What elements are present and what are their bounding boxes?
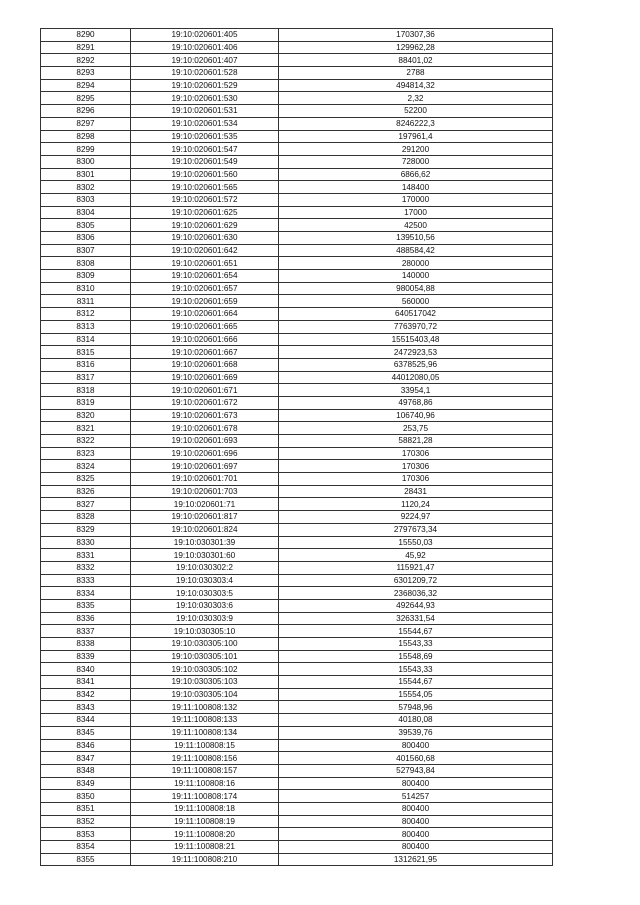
cadastral-number-cell: 19:11:100808:157 bbox=[131, 764, 279, 777]
row-number-cell: 8298 bbox=[41, 130, 131, 143]
row-number-cell: 8293 bbox=[41, 67, 131, 80]
table-row bbox=[41, 206, 553, 219]
table-row bbox=[41, 828, 553, 841]
value-cell: 800400 bbox=[279, 777, 553, 790]
row-number-cell: 8319 bbox=[41, 396, 131, 409]
value-cell: 58821,28 bbox=[279, 435, 553, 448]
table-row bbox=[41, 574, 553, 587]
table-row bbox=[41, 625, 553, 638]
value-cell: 15550,03 bbox=[279, 536, 553, 549]
value-cell: 488584,42 bbox=[279, 244, 553, 257]
row-number-cell: 8353 bbox=[41, 828, 131, 841]
table-row bbox=[41, 219, 553, 232]
table-row bbox=[41, 638, 553, 651]
value-cell: 800400 bbox=[279, 815, 553, 828]
table-row bbox=[41, 435, 553, 448]
table-row bbox=[41, 561, 553, 574]
cadastral-number-cell: 19:10:030305:100 bbox=[131, 638, 279, 651]
value-cell: 148400 bbox=[279, 181, 553, 194]
row-number-cell: 8325 bbox=[41, 473, 131, 486]
row-number-cell: 8312 bbox=[41, 308, 131, 321]
value-cell: 2368036,32 bbox=[279, 587, 553, 600]
row-number-cell: 8329 bbox=[41, 523, 131, 536]
value-cell: 40180,08 bbox=[279, 714, 553, 727]
cadastral-number-cell: 19:10:030301:60 bbox=[131, 549, 279, 562]
table-row bbox=[41, 599, 553, 612]
value-cell: 728000 bbox=[279, 155, 553, 168]
cadastral-number-cell: 19:10:030305:101 bbox=[131, 650, 279, 663]
row-number-cell: 8308 bbox=[41, 257, 131, 270]
row-number-cell: 8344 bbox=[41, 714, 131, 727]
row-number-cell: 8355 bbox=[41, 853, 131, 866]
cadastral-number-cell: 19:10:020601:560 bbox=[131, 168, 279, 181]
table-row bbox=[41, 777, 553, 790]
value-cell: 15543,33 bbox=[279, 663, 553, 676]
cadastral-number-cell: 19:10:020601:625 bbox=[131, 206, 279, 219]
table-row bbox=[41, 358, 553, 371]
cadastral-number-cell: 19:10:020601:667 bbox=[131, 346, 279, 359]
row-number-cell: 8311 bbox=[41, 295, 131, 308]
cadastral-number-cell: 19:10:020601:572 bbox=[131, 193, 279, 206]
table-row bbox=[41, 473, 553, 486]
cadastral-number-cell: 19:11:100808:21 bbox=[131, 841, 279, 854]
cadastral-number-cell: 19:10:020601:71 bbox=[131, 498, 279, 511]
table-row bbox=[41, 511, 553, 524]
value-cell: 129962,28 bbox=[279, 41, 553, 54]
cadastral-number-cell: 19:10:020601:671 bbox=[131, 384, 279, 397]
cadastral-number-cell: 19:10:020601:406 bbox=[131, 41, 279, 54]
value-cell: 8246222,3 bbox=[279, 117, 553, 130]
value-cell: 170306 bbox=[279, 447, 553, 460]
table-row bbox=[41, 67, 553, 80]
cadastral-number-cell: 19:11:100808:156 bbox=[131, 752, 279, 765]
row-number-cell: 8310 bbox=[41, 282, 131, 295]
value-cell: 39539,76 bbox=[279, 726, 553, 739]
value-cell: 6866,62 bbox=[279, 168, 553, 181]
row-number-cell: 8333 bbox=[41, 574, 131, 587]
row-number-cell: 8305 bbox=[41, 219, 131, 232]
table-row bbox=[41, 371, 553, 384]
table-row bbox=[41, 384, 553, 397]
value-cell: 170000 bbox=[279, 193, 553, 206]
cadastral-number-cell: 19:10:020601:697 bbox=[131, 460, 279, 473]
row-number-cell: 8294 bbox=[41, 79, 131, 92]
cadastral-number-cell: 19:10:030303:5 bbox=[131, 587, 279, 600]
cadastral-number-cell: 19:11:100808:133 bbox=[131, 714, 279, 727]
cadastral-number-cell: 19:10:030305:10 bbox=[131, 625, 279, 638]
table-row bbox=[41, 143, 553, 156]
value-cell: 2788 bbox=[279, 67, 553, 80]
table-row bbox=[41, 155, 553, 168]
table-row bbox=[41, 701, 553, 714]
table-body bbox=[41, 29, 553, 866]
row-number-cell: 8301 bbox=[41, 168, 131, 181]
table-row bbox=[41, 815, 553, 828]
row-number-cell: 8328 bbox=[41, 511, 131, 524]
cadastral-number-cell: 19:10:020601:657 bbox=[131, 282, 279, 295]
row-number-cell: 8340 bbox=[41, 663, 131, 676]
cadastral-number-cell: 19:10:020601:669 bbox=[131, 371, 279, 384]
table-row bbox=[41, 650, 553, 663]
table-row bbox=[41, 396, 553, 409]
cadastral-number-cell: 19:10:030305:104 bbox=[131, 688, 279, 701]
row-number-cell: 8349 bbox=[41, 777, 131, 790]
value-cell: 6378525,96 bbox=[279, 358, 553, 371]
table-row bbox=[41, 726, 553, 739]
cadastral-number-cell: 19:10:030303:6 bbox=[131, 599, 279, 612]
cadastral-number-cell: 19:11:100808:19 bbox=[131, 815, 279, 828]
value-cell: 980054,88 bbox=[279, 282, 553, 295]
table-row bbox=[41, 308, 553, 321]
cadastral-number-cell: 19:11:100808:18 bbox=[131, 802, 279, 815]
cadastral-number-cell: 19:11:100808:134 bbox=[131, 726, 279, 739]
value-cell: 15515403,48 bbox=[279, 333, 553, 346]
cadastral-number-cell: 19:10:030302:2 bbox=[131, 561, 279, 574]
table-row bbox=[41, 676, 553, 689]
value-cell: 560000 bbox=[279, 295, 553, 308]
table-row bbox=[41, 714, 553, 727]
table-row bbox=[41, 790, 553, 803]
cadastral-number-cell: 19:10:020601:407 bbox=[131, 54, 279, 67]
value-cell: 52200 bbox=[279, 105, 553, 118]
cadastral-number-cell: 19:10:020601:654 bbox=[131, 270, 279, 283]
row-number-cell: 8296 bbox=[41, 105, 131, 118]
row-number-cell: 8343 bbox=[41, 701, 131, 714]
cadastral-number-cell: 19:10:030303:4 bbox=[131, 574, 279, 587]
cadastral-number-cell: 19:10:020601:665 bbox=[131, 320, 279, 333]
value-cell: 800400 bbox=[279, 802, 553, 815]
cadastral-number-cell: 19:10:020601:666 bbox=[131, 333, 279, 346]
row-number-cell: 8338 bbox=[41, 638, 131, 651]
cadastral-number-cell: 19:10:020601:703 bbox=[131, 485, 279, 498]
value-cell: 15554,05 bbox=[279, 688, 553, 701]
table-row bbox=[41, 346, 553, 359]
row-number-cell: 8327 bbox=[41, 498, 131, 511]
row-number-cell: 8342 bbox=[41, 688, 131, 701]
cadastral-number-cell: 19:10:020601:405 bbox=[131, 29, 279, 42]
cadastral-number-cell: 19:11:100808:15 bbox=[131, 739, 279, 752]
row-number-cell: 8346 bbox=[41, 739, 131, 752]
row-number-cell: 8331 bbox=[41, 549, 131, 562]
value-cell: 2797673,34 bbox=[279, 523, 553, 536]
table-row bbox=[41, 764, 553, 777]
cadastral-number-cell: 19:10:020601:696 bbox=[131, 447, 279, 460]
row-number-cell: 8290 bbox=[41, 29, 131, 42]
cadastral-number-cell: 19:10:020601:672 bbox=[131, 396, 279, 409]
cadastral-number-cell: 19:10:020601:531 bbox=[131, 105, 279, 118]
row-number-cell: 8341 bbox=[41, 676, 131, 689]
row-number-cell: 8350 bbox=[41, 790, 131, 803]
table-row bbox=[41, 232, 553, 245]
row-number-cell: 8307 bbox=[41, 244, 131, 257]
cadastral-number-cell: 19:10:020601:534 bbox=[131, 117, 279, 130]
table-row bbox=[41, 29, 553, 42]
value-cell: 15544,67 bbox=[279, 676, 553, 689]
table-row bbox=[41, 447, 553, 460]
value-cell: 401560,68 bbox=[279, 752, 553, 765]
table-row bbox=[41, 41, 553, 54]
row-number-cell: 8292 bbox=[41, 54, 131, 67]
value-cell: 170306 bbox=[279, 473, 553, 486]
value-cell: 140000 bbox=[279, 270, 553, 283]
table-row bbox=[41, 130, 553, 143]
table-row bbox=[41, 333, 553, 346]
value-cell: 7763970,72 bbox=[279, 320, 553, 333]
cadastral-number-cell: 19:11:100808:20 bbox=[131, 828, 279, 841]
value-cell: 1312621,95 bbox=[279, 853, 553, 866]
row-number-cell: 8351 bbox=[41, 802, 131, 815]
value-cell: 280000 bbox=[279, 257, 553, 270]
value-cell: 326331,54 bbox=[279, 612, 553, 625]
table-row bbox=[41, 117, 553, 130]
table-row bbox=[41, 244, 553, 257]
cadastral-number-cell: 19:10:020601:565 bbox=[131, 181, 279, 194]
row-number-cell: 8320 bbox=[41, 409, 131, 422]
value-cell: 170306 bbox=[279, 460, 553, 473]
table-row bbox=[41, 663, 553, 676]
value-cell: 527943,84 bbox=[279, 764, 553, 777]
cadastral-number-cell: 19:10:020601:824 bbox=[131, 523, 279, 536]
table-row bbox=[41, 295, 553, 308]
row-number-cell: 8317 bbox=[41, 371, 131, 384]
row-number-cell: 8326 bbox=[41, 485, 131, 498]
value-cell: 49768,86 bbox=[279, 396, 553, 409]
row-number-cell: 8306 bbox=[41, 232, 131, 245]
cadastral-number-cell: 19:10:020601:651 bbox=[131, 257, 279, 270]
row-number-cell: 8300 bbox=[41, 155, 131, 168]
value-cell: 492644,93 bbox=[279, 599, 553, 612]
value-cell: 1120,24 bbox=[279, 498, 553, 511]
value-cell: 42500 bbox=[279, 219, 553, 232]
row-number-cell: 8321 bbox=[41, 422, 131, 435]
table-row bbox=[41, 193, 553, 206]
cadastral-number-cell: 19:10:020601:678 bbox=[131, 422, 279, 435]
row-number-cell: 8302 bbox=[41, 181, 131, 194]
table-row bbox=[41, 688, 553, 701]
value-cell: 170307,36 bbox=[279, 29, 553, 42]
cadastral-number-cell: 19:10:020601:642 bbox=[131, 244, 279, 257]
cadastral-number-cell: 19:10:030301:39 bbox=[131, 536, 279, 549]
cadastral-number-cell: 19:10:020601:629 bbox=[131, 219, 279, 232]
value-cell: 115921,47 bbox=[279, 561, 553, 574]
cadastral-number-cell: 19:10:020601:668 bbox=[131, 358, 279, 371]
cadastral-number-cell: 19:10:020601:529 bbox=[131, 79, 279, 92]
cadastral-number-cell: 19:10:020601:535 bbox=[131, 130, 279, 143]
value-cell: 800400 bbox=[279, 841, 553, 854]
value-cell: 253,75 bbox=[279, 422, 553, 435]
table-row bbox=[41, 739, 553, 752]
value-cell: 45,92 bbox=[279, 549, 553, 562]
table-row bbox=[41, 409, 553, 422]
value-cell: 139510,56 bbox=[279, 232, 553, 245]
value-cell: 800400 bbox=[279, 739, 553, 752]
table-row bbox=[41, 54, 553, 67]
value-cell: 6301209,72 bbox=[279, 574, 553, 587]
table-row bbox=[41, 92, 553, 105]
cadastral-number-cell: 19:10:020601:530 bbox=[131, 92, 279, 105]
row-number-cell: 8314 bbox=[41, 333, 131, 346]
table-row bbox=[41, 841, 553, 854]
table-row bbox=[41, 802, 553, 815]
cadastral-number-cell: 19:10:020601:673 bbox=[131, 409, 279, 422]
table-row bbox=[41, 257, 553, 270]
table-row bbox=[41, 612, 553, 625]
value-cell: 291200 bbox=[279, 143, 553, 156]
row-number-cell: 8297 bbox=[41, 117, 131, 130]
table-row bbox=[41, 320, 553, 333]
table-row bbox=[41, 587, 553, 600]
cadastral-number-cell: 19:10:020601:664 bbox=[131, 308, 279, 321]
cadastral-number-cell: 19:10:030305:103 bbox=[131, 676, 279, 689]
value-cell: 800400 bbox=[279, 828, 553, 841]
table-row bbox=[41, 485, 553, 498]
cadastral-number-cell: 19:10:020601:693 bbox=[131, 435, 279, 448]
value-cell: 514257 bbox=[279, 790, 553, 803]
cadastral-number-cell: 19:10:020601:817 bbox=[131, 511, 279, 524]
value-cell: 57948,96 bbox=[279, 701, 553, 714]
row-number-cell: 8337 bbox=[41, 625, 131, 638]
row-number-cell: 8354 bbox=[41, 841, 131, 854]
value-cell: 15543,33 bbox=[279, 638, 553, 651]
row-number-cell: 8303 bbox=[41, 193, 131, 206]
row-number-cell: 8352 bbox=[41, 815, 131, 828]
table-row bbox=[41, 853, 553, 866]
cadastral-number-cell: 19:10:030305:102 bbox=[131, 663, 279, 676]
row-number-cell: 8347 bbox=[41, 752, 131, 765]
cadastral-number-cell: 19:11:100808:132 bbox=[131, 701, 279, 714]
row-number-cell: 8299 bbox=[41, 143, 131, 156]
cadastral-number-cell: 19:10:030303:9 bbox=[131, 612, 279, 625]
document-page bbox=[40, 28, 552, 866]
table-row bbox=[41, 460, 553, 473]
table-row bbox=[41, 536, 553, 549]
row-number-cell: 8348 bbox=[41, 764, 131, 777]
table-row bbox=[41, 181, 553, 194]
row-number-cell: 8315 bbox=[41, 346, 131, 359]
value-cell: 88401,02 bbox=[279, 54, 553, 67]
value-cell: 15548,69 bbox=[279, 650, 553, 663]
table-row bbox=[41, 282, 553, 295]
cadastral-number-cell: 19:10:020601:528 bbox=[131, 67, 279, 80]
row-number-cell: 8323 bbox=[41, 447, 131, 460]
row-number-cell: 8324 bbox=[41, 460, 131, 473]
row-number-cell: 8330 bbox=[41, 536, 131, 549]
value-cell: 2,32 bbox=[279, 92, 553, 105]
table-row bbox=[41, 549, 553, 562]
cadastral-number-cell: 19:10:020601:701 bbox=[131, 473, 279, 486]
row-number-cell: 8313 bbox=[41, 320, 131, 333]
table-row bbox=[41, 752, 553, 765]
value-cell: 197961,4 bbox=[279, 130, 553, 143]
value-cell: 494814,32 bbox=[279, 79, 553, 92]
table-row bbox=[41, 79, 553, 92]
row-number-cell: 8322 bbox=[41, 435, 131, 448]
row-number-cell: 8334 bbox=[41, 587, 131, 600]
row-number-cell: 8309 bbox=[41, 270, 131, 283]
value-cell: 2472923,53 bbox=[279, 346, 553, 359]
cadastral-number-cell: 19:10:020601:659 bbox=[131, 295, 279, 308]
value-cell: 17000 bbox=[279, 206, 553, 219]
cadastral-number-cell: 19:10:020601:630 bbox=[131, 232, 279, 245]
table-row bbox=[41, 270, 553, 283]
data-table bbox=[40, 28, 553, 866]
row-number-cell: 8336 bbox=[41, 612, 131, 625]
table-row bbox=[41, 523, 553, 536]
row-number-cell: 8291 bbox=[41, 41, 131, 54]
table-row bbox=[41, 422, 553, 435]
row-number-cell: 8304 bbox=[41, 206, 131, 219]
cadastral-number-cell: 19:11:100808:174 bbox=[131, 790, 279, 803]
cadastral-number-cell: 19:10:020601:549 bbox=[131, 155, 279, 168]
cadastral-number-cell: 19:11:100808:210 bbox=[131, 853, 279, 866]
value-cell: 15544,67 bbox=[279, 625, 553, 638]
table-row bbox=[41, 168, 553, 181]
row-number-cell: 8339 bbox=[41, 650, 131, 663]
cadastral-number-cell: 19:11:100808:16 bbox=[131, 777, 279, 790]
row-number-cell: 8316 bbox=[41, 358, 131, 371]
cadastral-number-cell: 19:10:020601:547 bbox=[131, 143, 279, 156]
value-cell: 44012080,05 bbox=[279, 371, 553, 384]
value-cell: 33954,1 bbox=[279, 384, 553, 397]
value-cell: 640517042 bbox=[279, 308, 553, 321]
value-cell: 9224,97 bbox=[279, 511, 553, 524]
row-number-cell: 8345 bbox=[41, 726, 131, 739]
row-number-cell: 8318 bbox=[41, 384, 131, 397]
value-cell: 106740,96 bbox=[279, 409, 553, 422]
value-cell: 28431 bbox=[279, 485, 553, 498]
row-number-cell: 8332 bbox=[41, 561, 131, 574]
row-number-cell: 8295 bbox=[41, 92, 131, 105]
table-row bbox=[41, 498, 553, 511]
table-row bbox=[41, 105, 553, 118]
row-number-cell: 8335 bbox=[41, 599, 131, 612]
